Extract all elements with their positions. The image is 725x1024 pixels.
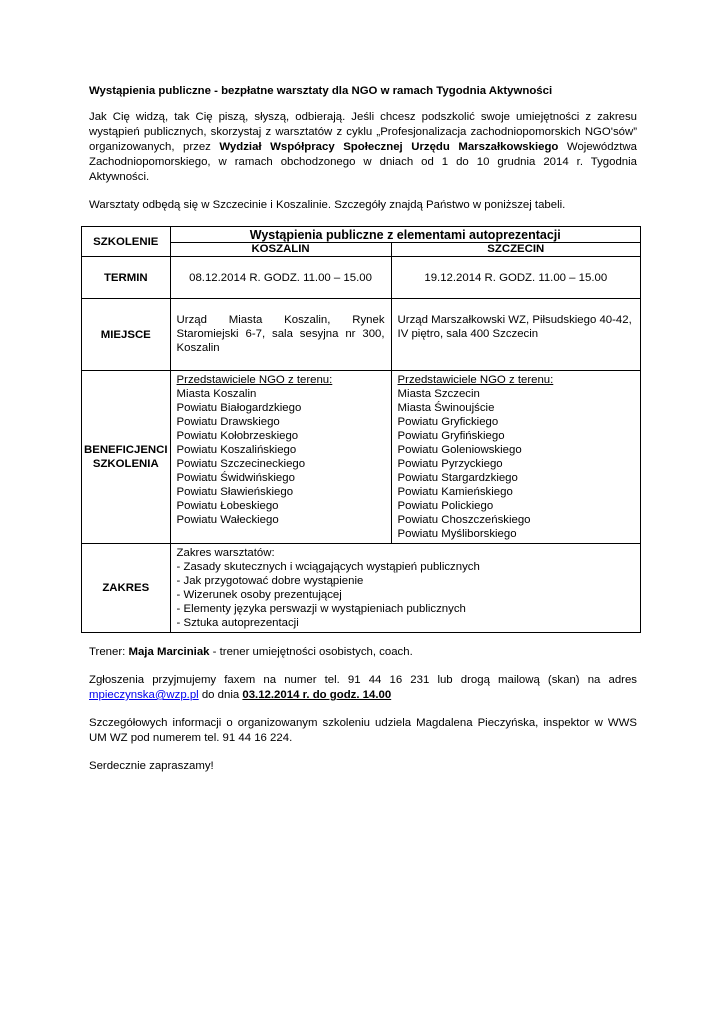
document-title: Wystąpienia publiczne - bezpłatne warsztaty dla NGO w ramach Tygodnia Aktywności (89, 85, 553, 97)
intro-text-bold: Wydział Współpracy Społecznej Urzędu Marszałkowskiego (219, 141, 559, 153)
training-table (81, 226, 641, 633)
zakres-heading: Zakres warsztatów: (176, 547, 275, 559)
list-item: Powiatu Goleniowskiego (397, 444, 522, 456)
zakres-label: ZAKRES (82, 544, 171, 633)
city-koszalin: KOSZALIN (170, 243, 391, 257)
miejsce-szczecin: Urząd Marszałkowski WZ, Piłsudskiego 40-42, IV piętro, sala 400 Szczecin (391, 299, 640, 371)
table-header-row (82, 227, 641, 243)
signup-paragraph (89, 673, 637, 703)
info-paragraph: Szczegółowych informacji o organizowanym szkoleniu udziela Magdalena Pieczyńska, inspektor w WWS UM WZ pod numerem tel. 91 44 16 224. (89, 717, 637, 744)
list-item: - Elementy języka perswazji w wystąpieniach publicznych (176, 603, 466, 615)
termin-label: TERMIN (82, 257, 171, 299)
list-item: Powiatu Świdwińskiego (176, 472, 295, 484)
intro-text-a: Jak Cię widzą, tak Cię piszą, słyszą, odbierają. Jeśli chcesz podszkolić swoje umiejętności z zakresu wystąpień publicznych, skorzystaj z warsztatów z cyklu „Profesjonalizacja zachodniopomorskich NGO'sów” organizowanych, przez (89, 111, 637, 153)
list-item: Miasta Koszalin (176, 388, 257, 400)
location-paragraph: Warsztaty odbędą się w Szczecinie i Koszalinie. Szczegóły znajdą Państwo w poniższej tabeli. (89, 199, 566, 211)
list-item: Powiatu Stargardzkiego (397, 472, 518, 484)
termin-koszalin: 08.12.2014 R. GODZ. 11.00 – 15.00 (170, 257, 391, 299)
termin-row (82, 257, 641, 299)
intro-text-b: Województwa Zachodniopomorskiego, w ramach obchodzonego w dniach od 1 do 10 grudnia 2014 r. Tygodnia Aktywności. (89, 141, 637, 183)
beneficjenci-label (82, 371, 171, 544)
list-item: Powiatu Sławieńskiego (176, 486, 294, 498)
miejsce-row (82, 299, 641, 371)
list-item: Powiatu Koszalińskiego (176, 444, 297, 456)
list-item: - Sztuka autoprezentacji (176, 617, 299, 629)
intro-paragraph (89, 110, 637, 185)
miejsce-label: MIEJSCE (82, 299, 171, 371)
beneficjenci-label-line2: SZKOLENIA (92, 458, 159, 470)
list-item: Powiatu Kamieńskiego (397, 486, 513, 498)
beneficjenci-row (82, 371, 641, 544)
training-title: Wystąpienia publiczne z elementami autoprezentacji (170, 227, 640, 243)
signup-text-b: do dnia (198, 689, 243, 701)
list-item: Powiatu Szczecineckiego (176, 458, 306, 470)
list-item: Powiatu Wałeckiego (176, 514, 279, 526)
trainer-label: Trener: (89, 646, 129, 658)
list-item: Powiatu Białogardzkiego (176, 402, 302, 414)
closing-line: Serdecznie zapraszamy! (89, 760, 214, 772)
list-item: - Jak przygotować dobre wystąpienie (176, 575, 364, 587)
list-item: Powiatu Myśliborskiego (397, 528, 517, 540)
beneficjenci-szczecin (391, 371, 640, 544)
email-link[interactable]: mpieczynska@wzp.pl (89, 689, 199, 701)
beneficjenci-koszalin (170, 371, 391, 544)
list-item: - Zasady skutecznych i wciągających wystąpień publicznych (176, 561, 480, 573)
list-item: Powiatu Kołobrzeskiego (176, 430, 299, 442)
list-item: Powiatu Gryfińskiego (397, 430, 505, 442)
document-page (84, 84, 637, 787)
beneficjenci-heading: Przedstawiciele NGO z terenu: (397, 374, 554, 386)
list-item: Miasta Szczecin (397, 388, 480, 400)
trainer-description: - trener umiejętności osobistych, coach. (209, 646, 413, 658)
miejsce-koszalin: Urząd Miasta Koszalin, Rynek Staromiejski 6-7, sala sesyjna nr 300, Koszalin (170, 299, 391, 371)
trainer-paragraph (89, 645, 637, 660)
zakres-content (170, 544, 640, 633)
list-item: Powiatu Gryfickiego (397, 416, 499, 428)
list-item: Miasta Świnoujście (397, 402, 495, 414)
city-szczecin: SZCZECIN (391, 243, 640, 257)
zakres-row (82, 544, 641, 633)
list-item: Powiatu Pyrzyckiego (397, 458, 503, 470)
list-item: Powiatu Polickiego (397, 500, 494, 512)
signup-text-a: Zgłoszenia przyjmujemy faxem na numer tel. 91 44 16 231 lub drogą mailową (skan) na adres (89, 674, 637, 686)
list-item: Powiatu Drawskiego (176, 416, 280, 428)
list-item: Powiatu Choszczeńskiego (397, 514, 531, 526)
col-label-szkolenie: SZKOLENIE (82, 227, 171, 257)
list-item: - Wizerunek osoby prezentującej (176, 589, 342, 601)
signup-deadline: 03.12.2014 r. do godz. 14.00 (242, 689, 392, 701)
beneficjenci-label-line1: BENEFICJENCI (84, 444, 168, 456)
trainer-name: Maja Marciniak (128, 646, 210, 658)
termin-szczecin: 19.12.2014 R. GODZ. 11.00 – 15.00 (391, 257, 640, 299)
list-item: Powiatu Łobeskiego (176, 500, 279, 512)
beneficjenci-heading: Przedstawiciele NGO z terenu: (176, 374, 333, 386)
